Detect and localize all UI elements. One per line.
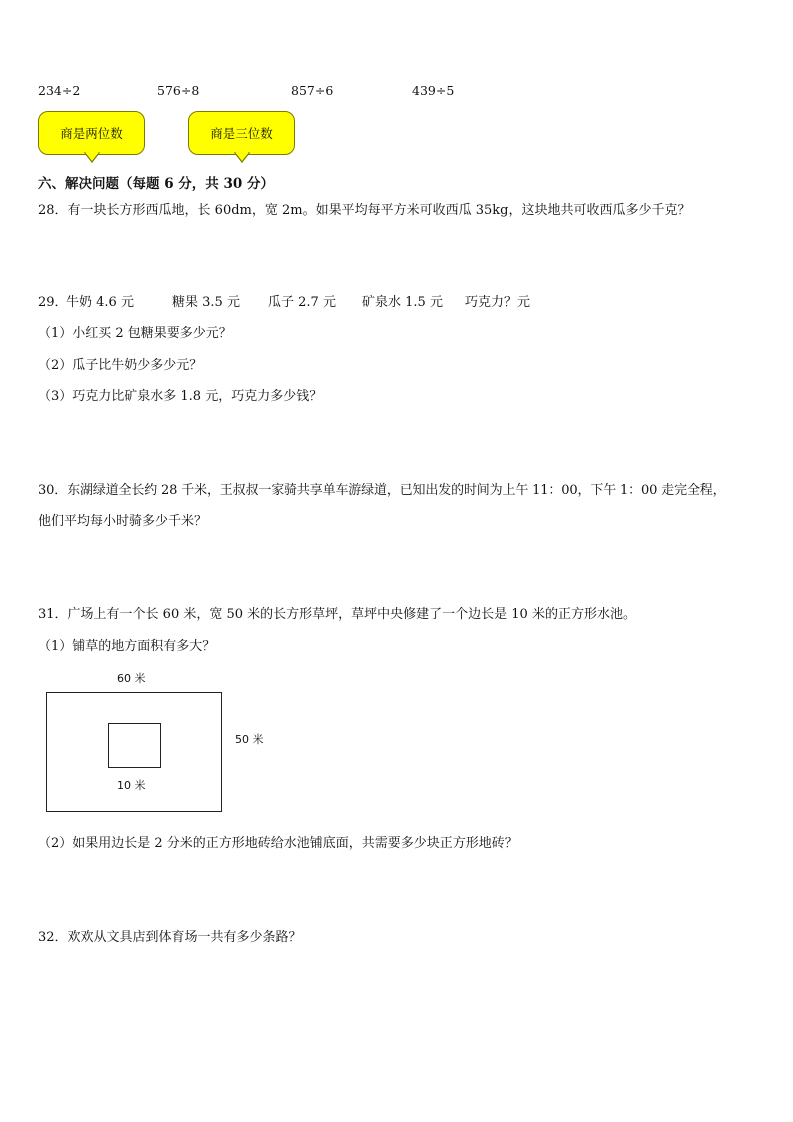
question-30-line-1: 30．东湖绿道全长约 28 千米，王叔叔一家骑共享单车游绿道，已知出发的时间为上午 11：00，下午 1：00 走完全程，	[38, 483, 726, 498]
question-29-prefix: 29．	[38, 295, 68, 310]
question-29-sub-2: （2）瓜子比牛奶少多少元？	[38, 358, 203, 373]
question-31-sub-2: （2）如果用边长是 2 分米的正方形地砖给水池铺底面，共需要多少块正方形地砖？	[38, 836, 518, 851]
figure-height-label: 50 米	[235, 733, 264, 746]
question-32: 32．欢欢从文具店到体育场一共有多少条路？	[38, 930, 302, 945]
section-title: 六、解决问题（每题 6 分，共 30 分）	[38, 176, 274, 192]
price-item-candy: 糖果 3.5 元	[172, 295, 240, 310]
figure-pool-label: 10 米	[117, 779, 146, 792]
expression-439-div-5: 439÷5	[412, 83, 455, 98]
price-item-water: 矿泉水 1.5 元	[362, 295, 443, 310]
pool-square	[108, 723, 161, 768]
bubble-tail-icon	[85, 153, 99, 162]
price-item-milk: 牛奶 4.6 元	[66, 295, 134, 310]
bubble-two-digit-label: 商是两位数	[60, 126, 123, 141]
question-30-line-2: 他们平均每小时骑多少千米？	[38, 514, 208, 529]
bubble-two-digit-quotient[interactable]	[38, 111, 145, 155]
question-31: 31．广场上有一个长 60 米，宽 50 米的长方形草坪，草坪中央修建了一个边长是 10 米的正方形水池。	[38, 607, 636, 622]
bubble-three-digit-label: 商是三位数	[210, 126, 273, 141]
question-29-sub-1: （1）小红买 2 包糖果要多少元？	[38, 326, 232, 341]
question-29-sub-3: （3）巧克力比矿泉水多 1.8 元，巧克力多少钱？	[38, 389, 323, 404]
expression-576-div-8: 576÷8	[157, 83, 200, 98]
price-item-seeds: 瓜子 2.7 元	[268, 295, 336, 310]
price-item-chocolate: 巧克力？元	[465, 295, 531, 310]
figure-width-label: 60 米	[117, 672, 146, 685]
question-31-sub-1: （1）铺草的地方面积有多大？	[38, 639, 216, 654]
bubble-tail-icon	[235, 153, 249, 162]
bubble-three-digit-quotient[interactable]	[188, 111, 295, 155]
expression-857-div-6: 857÷6	[291, 83, 334, 98]
expression-234-div-2: 234÷2	[38, 83, 81, 98]
question-28: 28．有一块长方形西瓜地，长 60dm，宽 2m。如果平均每平方米可收西瓜 35kg，这块地共可收西瓜多少千克？	[38, 203, 691, 218]
